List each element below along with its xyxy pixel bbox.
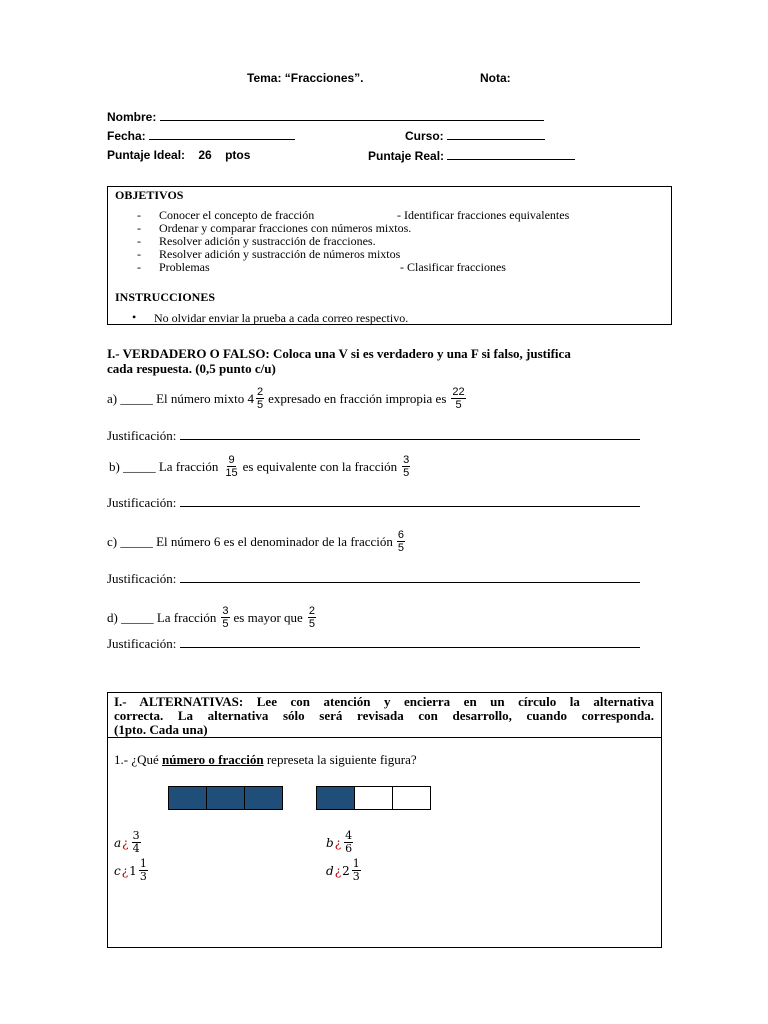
denominator: 5 <box>403 467 410 479</box>
objetivo-text-right: - Identificar fracciones equivalentes <box>397 208 570 222</box>
option-mark: ¿ <box>121 863 129 878</box>
objetivo-dash: - <box>137 260 141 274</box>
objetivo-text: Conocer el concepto de fracción <box>159 208 315 222</box>
question-b-prefix: b) _____ La fracción <box>109 458 219 474</box>
objetivos-title: OBJETIVOS <box>115 188 184 202</box>
justificacion-label: Justificación: <box>107 495 177 510</box>
objetivo-dash: - <box>137 221 141 235</box>
question-c <box>107 529 407 554</box>
puntaje-ideal-unit: ptos <box>225 148 251 162</box>
justificacion-a-field[interactable] <box>180 428 640 440</box>
nota-label: Nota: <box>480 71 511 85</box>
fraction <box>397 529 405 554</box>
bullet-icon: • <box>132 310 137 324</box>
fraction <box>256 386 264 411</box>
numerator: 9 <box>228 454 235 466</box>
denominator: 15 <box>225 467 238 479</box>
question-a-middle: expresado en fracción impropia es <box>268 390 447 406</box>
justificacion-a-row <box>107 428 640 444</box>
numerator: 1 <box>139 857 147 870</box>
objetivo-dash: - <box>137 247 141 261</box>
fraction <box>224 454 238 479</box>
section2-heading-line1: I.- ALTERNATIVAS: Lee con atención y encierra en un círculo la alternativa <box>114 694 654 709</box>
question-b-middle: es equivalente con la fracción <box>242 458 398 474</box>
question-1-suffix: represeta la siguiente figura? <box>266 752 417 767</box>
curso-row <box>405 128 545 143</box>
question-c-prefix: c) _____ El número 6 es el denominador de la fracción <box>107 533 393 549</box>
numerator: 3 <box>132 829 140 842</box>
tema-line <box>247 71 364 85</box>
numerator: 1 <box>352 857 360 870</box>
figure-cell-empty <box>354 786 393 810</box>
numerator: 2 <box>308 605 315 617</box>
fecha-label: Fecha: <box>107 129 146 143</box>
denominator: 5 <box>455 399 462 411</box>
figure-cell-filled <box>168 786 207 810</box>
puntaje-real-field[interactable] <box>447 148 575 160</box>
fecha-field[interactable] <box>149 128 295 140</box>
fraction <box>221 605 229 630</box>
justificacion-b-row <box>107 495 640 511</box>
justificacion-label: Justificación: <box>107 636 177 651</box>
puntaje-ideal-row <box>107 148 250 162</box>
nombre-label: Nombre: <box>107 110 157 124</box>
figure-cell-filled <box>316 786 355 810</box>
objetivo-text: Resolver adición y sustracción de números mixtos <box>159 247 401 261</box>
figure-cell-empty <box>392 786 431 810</box>
curso-field[interactable] <box>447 128 545 140</box>
question-1 <box>114 752 417 768</box>
puntaje-ideal-value: 26 <box>198 148 212 162</box>
justificacion-d-row <box>107 636 640 652</box>
justificacion-c-row <box>107 571 640 587</box>
option-mark: ¿ <box>334 835 342 850</box>
justificacion-d-field[interactable] <box>180 636 640 648</box>
nombre-row <box>107 109 544 124</box>
question-d-prefix: d) _____ La fracción <box>107 609 217 625</box>
figure-cell-filled <box>206 786 245 810</box>
option-letter: a <box>114 835 122 850</box>
denominator: 5 <box>256 399 264 411</box>
objetivo-text: Resolver adición y sustracción de fracciones. <box>159 234 376 248</box>
numerator: 2 <box>256 386 264 398</box>
question-a-prefix: a) _____ El número mixto 4 <box>107 390 254 406</box>
option-a[interactable] <box>114 830 143 855</box>
denominator: 3 <box>139 870 147 883</box>
question-1-prefix: 1.- ¿Qué <box>114 752 159 767</box>
option-letter: d <box>326 863 334 878</box>
section2-heading-line3: (1pto. Cada una) <box>114 722 208 737</box>
tema-value: “Fracciones”. <box>284 71 364 85</box>
fraction <box>352 858 361 883</box>
fraction <box>132 830 141 855</box>
tema-label: Tema: <box>247 71 282 85</box>
justificacion-label: Justificación: <box>107 428 177 443</box>
numerator: 22 <box>452 386 465 398</box>
denominator: 4 <box>132 842 140 855</box>
question-d-middle: es mayor que <box>233 609 303 625</box>
fraction <box>139 858 148 883</box>
option-whole: 1 <box>129 863 137 878</box>
denominator: 6 <box>345 842 353 855</box>
fraction <box>308 605 316 630</box>
fraction <box>344 830 353 855</box>
question-d <box>107 605 318 630</box>
numerator: 3 <box>403 454 410 466</box>
objetivo-text-right: - Clasificar fracciones <box>400 260 506 274</box>
fraction <box>402 454 410 479</box>
option-d[interactable] <box>326 858 363 883</box>
instrucciones-title: INSTRUCCIONES <box>115 290 216 304</box>
option-letter: b <box>326 835 334 850</box>
option-mark: ¿ <box>122 835 129 850</box>
puntaje-ideal-label: Puntaje Ideal: <box>107 148 186 162</box>
puntaje-real-label: Puntaje Real: <box>368 149 445 163</box>
option-letter: c <box>114 863 121 878</box>
objetivo-dash: - <box>137 234 141 248</box>
numerator: 3 <box>222 605 229 617</box>
denominator: 5 <box>308 618 315 630</box>
instruccion-text: No olvidar enviar la prueba a cada correo respectivo. <box>154 311 409 325</box>
section2-heading-line2: correcta. La alternativa sólo será revisada con desarrollo, cuando corresponda. <box>114 708 654 723</box>
numerator: 4 <box>345 829 353 842</box>
question-1-bold: número o fracción <box>162 752 264 767</box>
section1-heading-line1: I.- VERDADERO O FALSO: Coloca una V si es verdadero y una F si falso, justifica <box>107 346 571 361</box>
section1-heading-line2: cada respuesta. (0,5 punto c/u) <box>107 361 276 376</box>
curso-label: Curso: <box>405 129 444 143</box>
option-c[interactable] <box>114 858 150 883</box>
justificacion-c-field[interactable] <box>180 571 640 583</box>
puntaje-real-row <box>368 148 575 163</box>
denominator: 5 <box>222 618 229 630</box>
option-b[interactable] <box>326 830 355 855</box>
objetivo-dash: - <box>137 208 141 222</box>
question-a <box>107 386 468 411</box>
justificacion-label: Justificación: <box>107 571 177 586</box>
option-whole: 2 <box>342 863 350 878</box>
option-mark: ¿ <box>334 863 342 878</box>
denominator: 3 <box>352 870 360 883</box>
fecha-row <box>107 128 295 143</box>
fraction <box>451 386 465 411</box>
figure-cell-filled <box>244 786 283 810</box>
denominator: 5 <box>397 542 405 554</box>
question-b <box>109 454 412 479</box>
objetivo-text: Ordenar y comparar fracciones con números mixtos. <box>159 221 412 235</box>
objetivo-text: Problemas <box>159 260 210 274</box>
numerator: 6 <box>397 529 405 541</box>
justificacion-b-field[interactable] <box>180 495 640 507</box>
nombre-field[interactable] <box>160 109 544 121</box>
